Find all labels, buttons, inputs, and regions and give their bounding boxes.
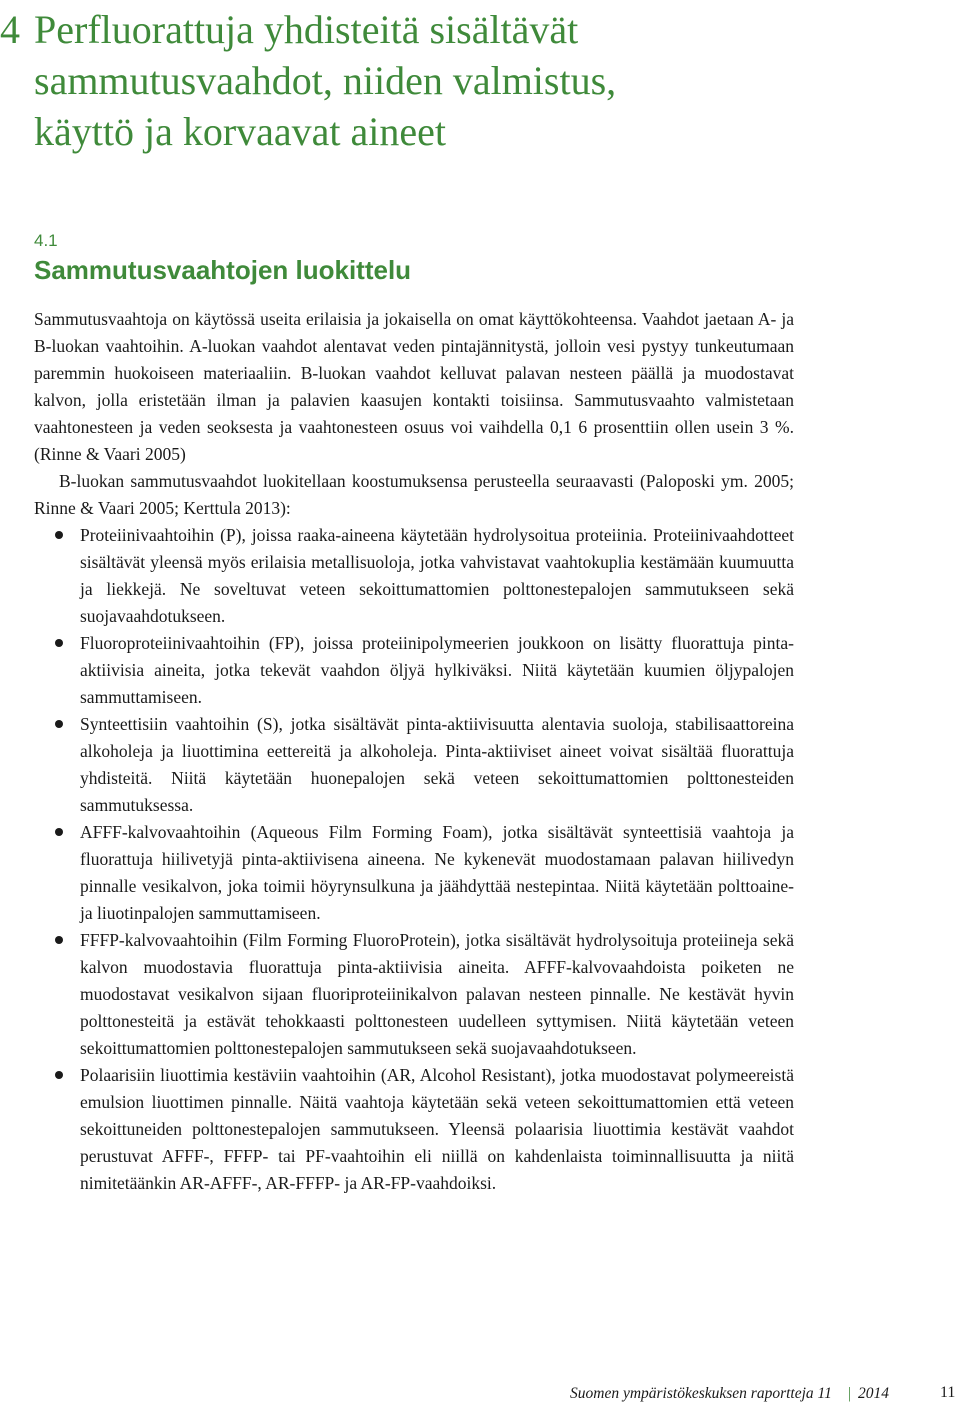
list-item-text: Fluoroproteiinivaahtoihin (FP), joissa proteiinipolymeerien joukkoon on lisätty fluorattuja pinta-aktiivisia aineita, jotka tekevät vaahdon öljyä hylkiväksi. Niitä käytetään kuumien öljypalojen sammuttamiseen. xyxy=(80,633,794,707)
list-item xyxy=(34,630,794,711)
footer-separator: | xyxy=(848,1385,852,1402)
list-item xyxy=(34,1062,794,1197)
bullet-icon xyxy=(55,720,63,728)
page-number: 11 xyxy=(940,1384,956,1401)
page-footer xyxy=(560,1385,960,1405)
list-item-text: Proteiinivaahtoihin (P), joissa raaka-aineena käytetään hydrolysoitua proteiinia. Proteiinivaahdotteet sisältävät yleensä myös erilaisia metallisuoloja, jotka vahvistavat vaahtokuplia kestämään kuumuutta ja liekkejä. Ne soveltuvat veteen sekoittumattomien polttonestepalojen sammutukseen sekä suojavaahdotukseen. xyxy=(80,525,794,626)
bullet-icon xyxy=(55,828,63,836)
bullet-icon xyxy=(55,531,63,539)
section-title: Sammutusvaahtojen luokittelu xyxy=(34,255,412,285)
foam-type-list xyxy=(34,522,794,1197)
list-item xyxy=(34,819,794,927)
bullet-icon xyxy=(55,639,63,647)
bullet-icon xyxy=(55,936,63,944)
list-item xyxy=(34,522,794,630)
list-item-text: Polaarisiin liuottimia kestäviin vaahtoihin (AR, Alcohol Resistant), jotka muodostavat polymeereistä emulsion liuottimen pinnalle. Näitä vaahtoja käytetään sekä veteen sekoittumattomien että veteen sekoittuneiden polttonestepalojen sammutukseen. Yleensä polaarisia liuottimia kestävät vaahdot perustuvat AFFF-, FFFP- tai PF-vaahtoihin eli niillä on kahdenlaista toiminnallisuutta ja niitä nimitetäänkin AR-AFFF-, AR-FFFP- ja AR-FP-vaahdoiksi. xyxy=(80,1065,794,1193)
footer-year: 2014 xyxy=(858,1385,889,1402)
section-number: 4.1 xyxy=(34,231,58,250)
chapter-title-line: käyttö ja korvaavat aineet xyxy=(34,109,447,154)
chapter-title xyxy=(0,4,930,157)
chapter-number: 4 xyxy=(0,7,20,52)
list-item-text: FFFP-kalvovaahtoihin (Film Forming FluoroProtein), jotka sisältävät hydrolysoituja proteiineja sekä kalvon muodostavia fluorattuja pinta-aktiivisia aineita. AFFF-kalvovaahdoista poiketen ne muodostavat vesikalvon sijaan fluoriproteiinikalvon palavan nesteen pinnalle. Ne kestävät hyvin polttonesteitä ja estävät tehokkaasti polttonesteen uudelleen syttymisen. Niitä käytetään veteen sekoittumattomien polttonestepalojen sammutukseen sekä suojavaahdotukseen. xyxy=(80,930,794,1058)
list-item xyxy=(34,927,794,1062)
chapter-title-line: 4 Perfluorattuja yhdisteitä sisältävät xyxy=(0,4,930,55)
list-item-text: Synteettisiin vaahtoihin (S), jotka sisältävät pinta-aktiivisuutta alentavia suoloja, stabilisaattoreina alkoholeja ja liuottimina eettereitä ja alkoholeja. Pinta-aktiiviset aineet voivat sisältää fluorattuja yhdisteitä. Niitä käytetään huonepalojen sekä veteen sekoittumattomien polttonesteiden sammutuksessa. xyxy=(80,714,794,815)
bullet-icon xyxy=(55,1071,63,1079)
classification-paragraph: B-luokan sammutusvaahdot luokitellaan koostumuksensa perusteella seuraavasti (Paloposki ym. 2005; Rinne & Vaari 2005; Kerttula 2013): xyxy=(34,471,794,518)
list-item-text: AFFF-kalvovaahtoihin (Aqueous Film Forming Foam), jotka sisältävät synteettisiä vaahtoja ja fluorattuja hiilivetyjä pinta-aktiivisena aineena. Ne kykenevät muodostamaan palavan hiilivedyn pinnalle vesikalvon, joka toimii höyrynsulkuna ja jäähdyttää nestepintaa. Niitä käytetään polttoaine- ja liuotinpalojen sammuttamiseen. xyxy=(80,822,794,923)
chapter-title-line: sammutusvaahdot, niiden valmistus, xyxy=(34,58,617,103)
footer-report-title: Suomen ympäristökeskuksen raportteja 11 xyxy=(570,1385,832,1402)
body-text xyxy=(34,306,794,1197)
list-item xyxy=(34,711,794,819)
intro-paragraph: Sammutusvaahtoja on käytössä useita erilaisia ja jokaisella on omat käyttökohteensa. Vaahdot jaetaan A- ja B-luokan vaahtoihin. A-luokan vaahdot alentavat veden pintajännitystä, jolloin vesi pystyy tunkeutumaan paremmin huokoiseen materiaaliin. B-luokan vaahdot kelluvat palavan nesteen päällä ja muodostavat kalvon, jolla eristetään ilman ja palavien kaasujen kontakti toisiinsa. Sammutusvaahto valmistetaan vaahtonesteen ja veden seoksesta ja vaahtonesteen osuus voi vaihdella 0,1 6 prosenttiin ollen usein 3 %. (Rinne & Vaari 2005) xyxy=(34,309,794,464)
